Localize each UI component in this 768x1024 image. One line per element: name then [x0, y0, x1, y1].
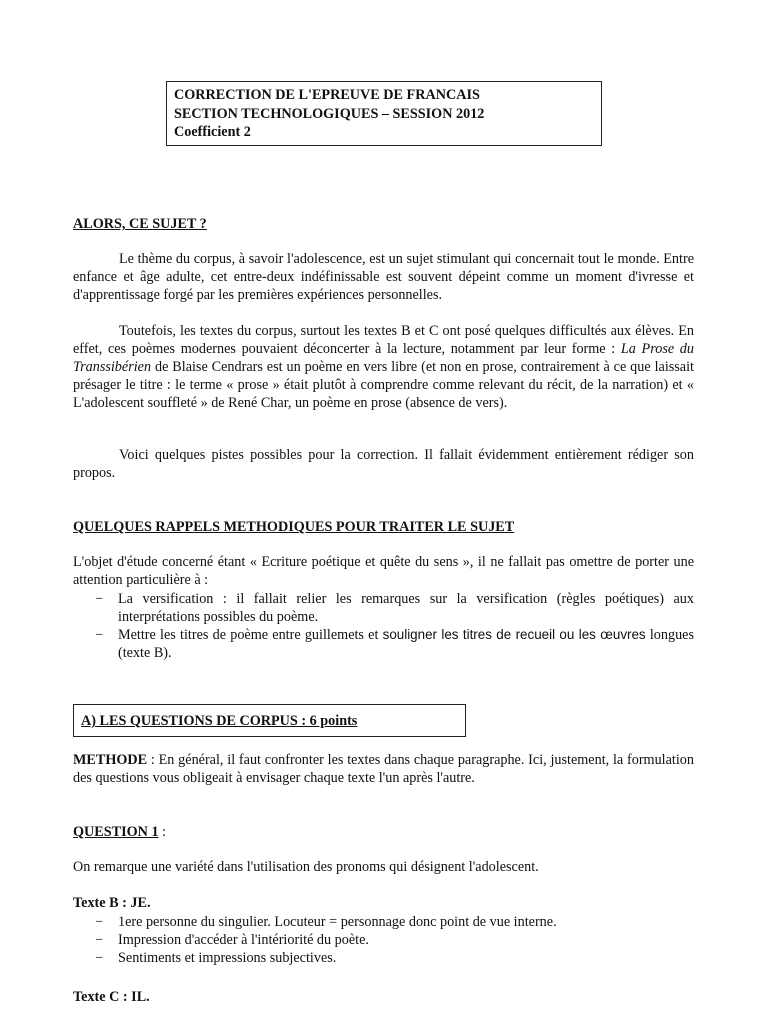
- methode-label: METHODE: [73, 752, 148, 768]
- paragraph-pistes: Voici quelques pistes possibles pour la correction. Il fallait évidemment entièrement rédiger son propos.: [73, 447, 694, 481]
- list-item-text: Impression d'accéder à l'intériorité du poète.: [118, 932, 369, 948]
- paragraph-theme: Le thème du corpus, à savoir l'adolescence, est un sujet stimulant qui concernait tout le monde. Entre enfance et âge adulte, cet entre-deux indéfinissable est souvent dépeint comme un moment d'ivresse et d'apprentissage forgé par les premières expériences personnelles.: [73, 251, 694, 303]
- list-item-text: La versification : il fallait relier les remarques sur la versification (règles poétiques) aux interprétations possibles du poème.: [118, 591, 694, 625]
- list-item-text-a: Mettre les titres de poème entre guillemets et: [118, 627, 383, 643]
- paragraph-difficultes: [73, 322, 694, 412]
- list-item-text-c: longues (texte B).: [118, 627, 694, 661]
- title-line-1: CORRECTION DE L'EPREUVE DE FRANCAIS: [174, 87, 480, 103]
- texte-b-list: [73, 913, 694, 967]
- title-line-3: Coefficient 2: [174, 124, 251, 140]
- list-item: [73, 949, 694, 967]
- question-1-colon: :: [158, 824, 167, 840]
- corpus-questions-box: [73, 704, 466, 737]
- paragraph-pronoms: On remarque une variété dans l'utilisation des pronoms qui désignent l'adolescent.: [73, 859, 539, 875]
- section-heading-sujet: ALORS, CE SUJET ?: [73, 216, 207, 232]
- dash-bullet: −: [95, 914, 104, 930]
- dash-bullet: −: [95, 627, 104, 643]
- title-line-2: SECTION TECHNOLOGIQUES – SESSION 2012: [174, 105, 485, 122]
- section-heading-rappels: QUELQUES RAPPELS METHODIQUES POUR TRAITER LE SUJET: [73, 519, 515, 535]
- paragraph-difficultes-text-a: Toutefois, les textes du corpus, surtout les textes B et C ont posé quelques difficultés aux élèves. En effet, ces poèmes modernes pouvaient déconcerter à la lecture, notamment par leur forme :: [73, 323, 694, 357]
- corpus-questions-title: A) LES QUESTIONS DE CORPUS : 6 points: [81, 713, 358, 729]
- texte-b-heading: Texte B : JE.: [73, 895, 151, 911]
- list-item-text-b: souligner les titres de recueil ou les œuvres: [382, 627, 646, 642]
- question-1-label: QUESTION 1: [73, 824, 159, 840]
- dash-bullet: −: [95, 591, 104, 607]
- dash-bullet: −: [95, 932, 104, 948]
- list-item-text: Sentiments et impressions subjectives.: [118, 950, 337, 966]
- book-title-italic: La Prose du Transsibérien: [73, 341, 694, 375]
- list-item: [73, 626, 694, 662]
- title-box: [166, 81, 602, 146]
- dash-bullet: −: [95, 950, 104, 966]
- list-item: [73, 931, 694, 949]
- list-item: [73, 913, 694, 931]
- rappels-list: [73, 590, 694, 662]
- list-item: [73, 590, 694, 626]
- list-item-text: 1ere personne du singulier. Locuteur = personnage donc point de vue interne.: [118, 914, 557, 930]
- question-1-heading: [73, 823, 694, 841]
- paragraph-objet-etude: L'objet d'étude concerné étant « Ecriture poétique et quête du sens », il ne fallait pas omettre de porter une attention particulière à :: [73, 554, 694, 588]
- paragraph-difficultes-text-b: de Blaise Cendrars est un poème en vers libre (et non en prose, contrairement à ce que laissait présager le titre : le terme « prose » était plutôt à comprendre comme relevant du récit, de la narration) et « L'adolescent souffleté » de René Char, un poème en prose (absence de vers).: [73, 359, 694, 411]
- methode-text: : En général, il faut confronter les textes dans chaque paragraphe. Ici, justement, la formulation des questions vous obligeait à envisager chaque texte l'un après l'autre.: [73, 752, 694, 786]
- texte-c-heading: Texte C : IL.: [73, 989, 150, 1005]
- paragraph-methode: [73, 751, 694, 787]
